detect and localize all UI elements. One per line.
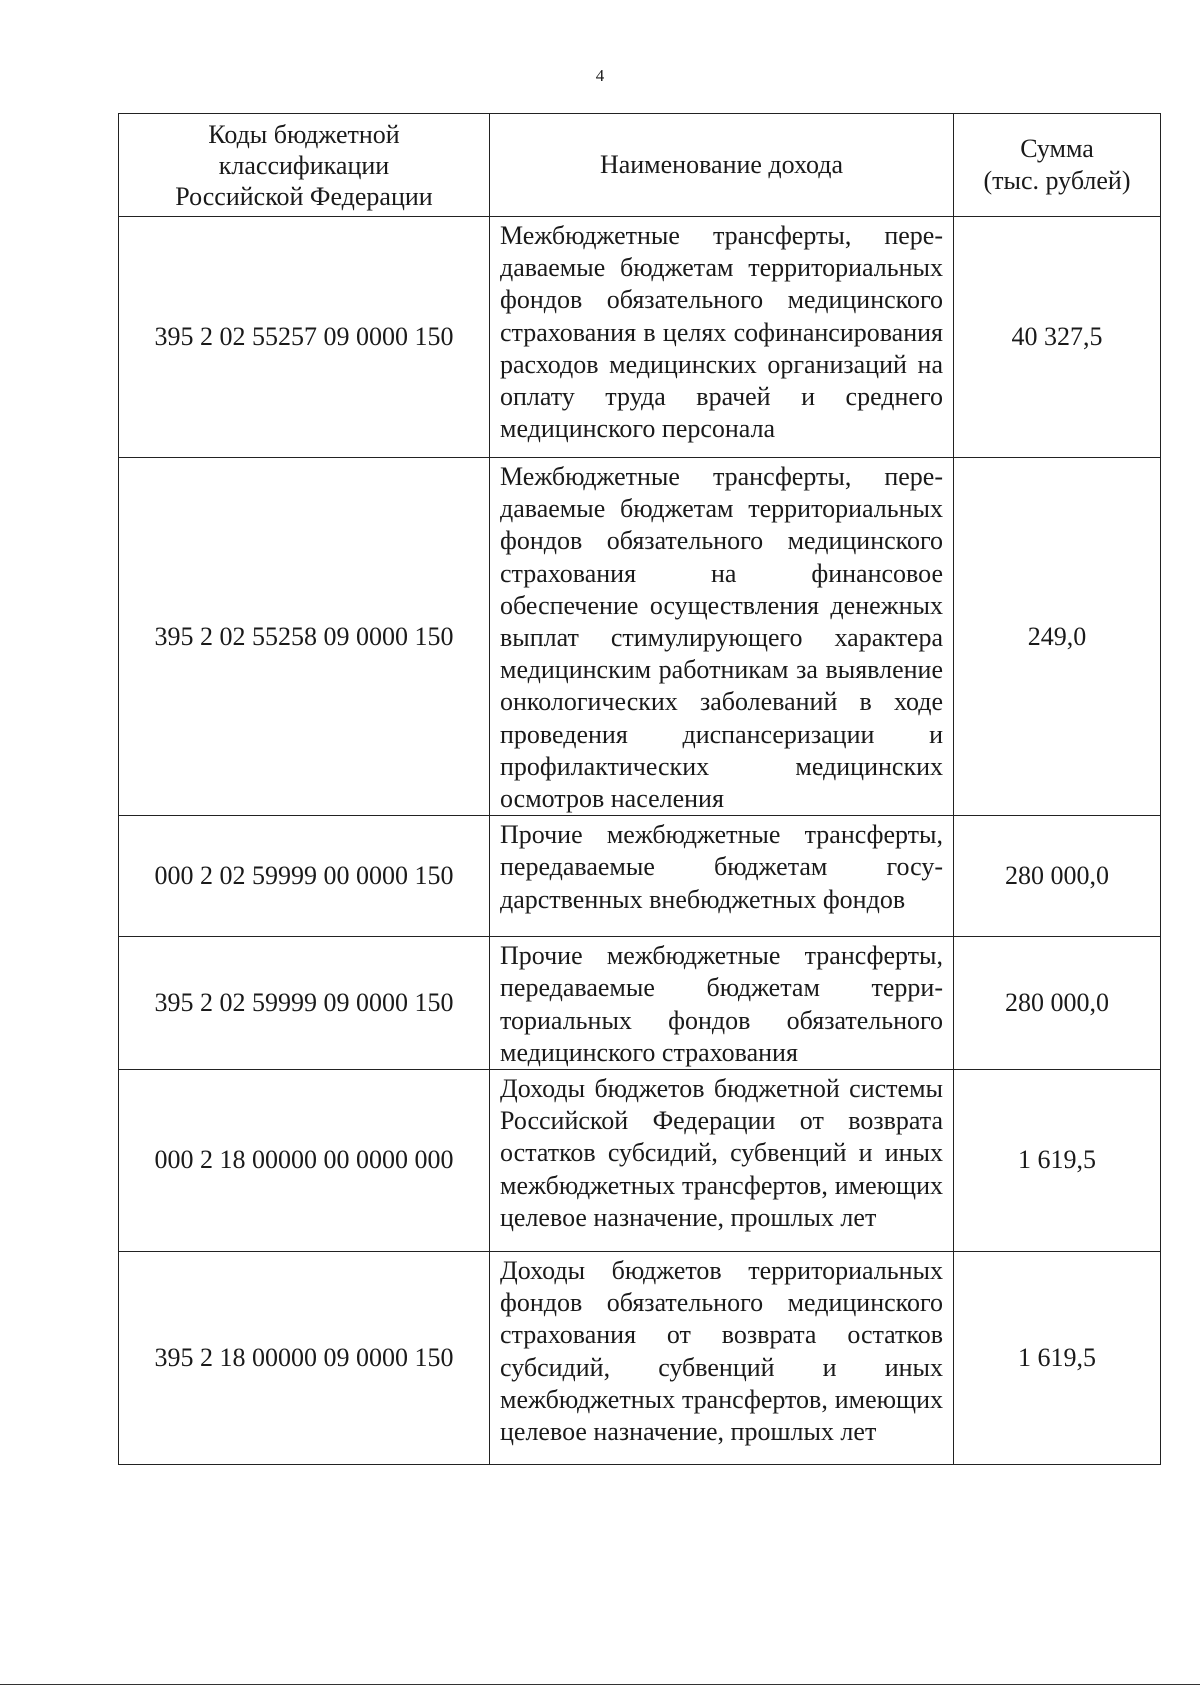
header-sum-line: (тыс. рублей) — [983, 166, 1131, 195]
table-row — [119, 217, 1161, 458]
budget-code-cell: 000 2 18 00000 00 0000 000 — [119, 1070, 490, 1252]
amount-cell: 1 619,5 — [954, 1070, 1161, 1252]
amount-cell: 280 000,0 — [954, 937, 1161, 1070]
page-bottom-rule — [0, 1684, 1200, 1685]
income-name-cell: Прочие межбюджетные трансферты, передаваемые бюджетам государственных внебюджетных фондов — [490, 816, 954, 937]
header-sum — [954, 114, 1161, 217]
income-name-cell: Межбюджетные трансферты, передаваемые бюджетам территориальных фондов обязательного медицинского страхования на финансовое обеспечение осуществления денежных выплат стимулирующего характера медицинским работникам за выявление онкологических заболеваний в ходе проведения диспансеризации и профилактических медицинских осмотров населения — [490, 458, 954, 816]
income-name-cell: Прочие межбюджетные трансферты, передаваемые бюджетам территориальных фондов обязательного медицинского страхования — [490, 937, 954, 1070]
header-code-line: Российской Федерации — [175, 181, 433, 211]
budget-code-cell: 395 2 02 59999 09 0000 150 — [119, 937, 490, 1070]
income-name-cell: Межбюджетные трансферты, передаваемые бюджетам территориальных фондов обязательного медицинского страхования в целях софинансирования расходов медицинских организаций на оплату труда врачей и среднего медицинского персонала — [490, 217, 954, 458]
budget-code-cell: 395 2 02 55257 09 0000 150 — [119, 217, 490, 458]
income-name-cell: Доходы бюджетов территориальных фондов обязательного медицинского страхования от возврата остатков субсидий, субвенций и иных межбюджетных трансфертов, имеющих целевое назначение, прошлых лет — [490, 1252, 954, 1465]
table-header-row — [119, 114, 1161, 217]
budget-code-cell: 000 2 02 59999 00 0000 150 — [119, 816, 490, 937]
amount-cell: 249,0 — [954, 458, 1161, 816]
header-code-line: Коды бюджетной — [208, 119, 400, 149]
table-row — [119, 937, 1161, 1070]
amount-cell: 40 327,5 — [954, 217, 1161, 458]
income-name-cell: Доходы бюджетов бюджетной системы Российской Федерации от возврата остатков субсидий, субвенций и иных межбюджетных трансфертов, имеющих целевое назначение, прошлых лет — [490, 1070, 954, 1252]
table-row — [119, 458, 1161, 816]
header-code — [119, 114, 490, 217]
revenue-table — [118, 113, 1161, 1465]
budget-code-cell: 395 2 18 00000 09 0000 150 — [119, 1252, 490, 1465]
amount-cell: 280 000,0 — [954, 816, 1161, 937]
table-row — [119, 1070, 1161, 1252]
header-sum-line: Сумма — [1020, 133, 1094, 163]
header-code-line: классификации — [218, 150, 390, 180]
amount-cell: 1 619,5 — [954, 1252, 1161, 1465]
budget-code-cell: 395 2 02 55258 09 0000 150 — [119, 458, 490, 816]
table-row — [119, 816, 1161, 937]
page-number: 4 — [595, 66, 605, 85]
header-name: Наименование дохода — [490, 114, 954, 217]
table-row — [119, 1252, 1161, 1465]
